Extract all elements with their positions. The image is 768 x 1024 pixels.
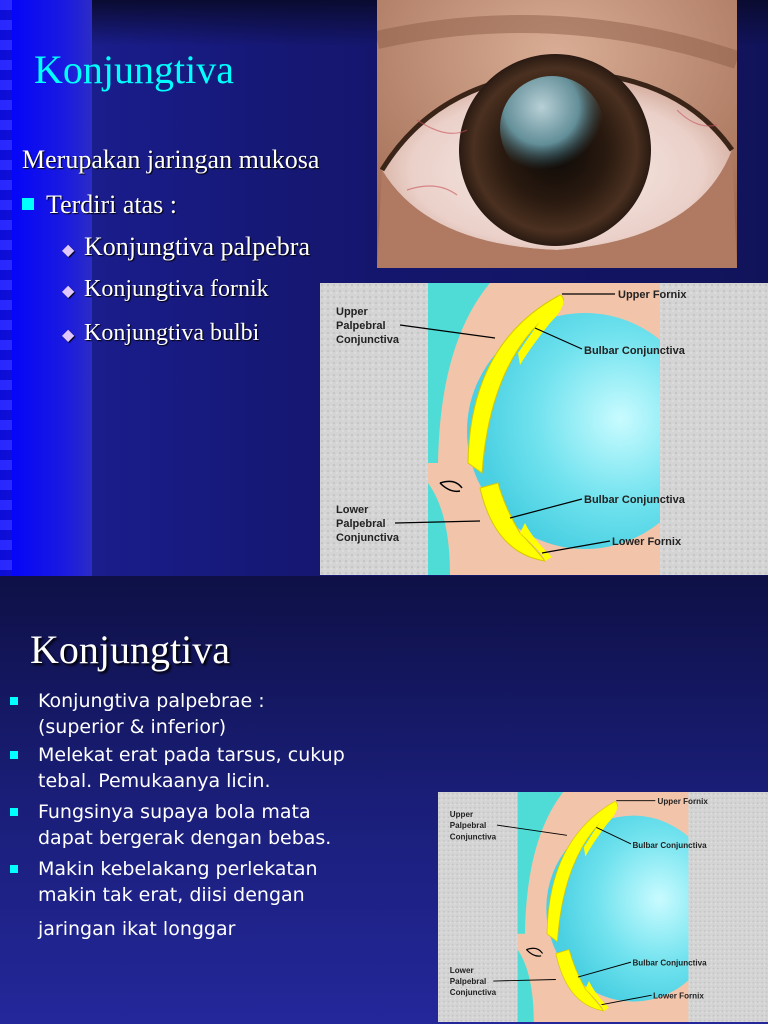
- eye-photo: [377, 0, 737, 268]
- list-item-line: Makin kebelakang perlekatan: [38, 858, 318, 880]
- bullet-item: [22, 190, 177, 220]
- list-item-line: Melekat erat pada tarsus, cukup: [38, 744, 345, 766]
- sub-item: [62, 276, 269, 303]
- diagram-label: Lower Fornix: [612, 536, 682, 548]
- diagram-label: Palpebral: [449, 975, 487, 987]
- diagram-label: Lower: [449, 964, 474, 976]
- left-decorative-strip: [0, 0, 12, 576]
- diagram-label: Lower Fornix: [653, 990, 704, 1001]
- bullet-text: Terdiri atas :: [46, 190, 178, 219]
- sub-item: [62, 320, 259, 347]
- square-bullet-icon: [10, 751, 18, 759]
- diagram-label: Conjunctiva: [336, 532, 399, 544]
- diagram-label: Bulbar Conjunctiva: [632, 957, 707, 968]
- slide-title: Konjungtiva: [30, 627, 230, 672]
- diagram-label: Bulbar Conjunctiva: [584, 494, 685, 506]
- square-bullet-icon: [10, 808, 18, 816]
- diamond-bullet-icon: ◆: [62, 242, 75, 259]
- diamond-bullet-icon: ◆: [62, 283, 75, 300]
- diagram-label: Bulbar Conjunctiva: [632, 839, 707, 850]
- slide-2: [0, 576, 768, 1024]
- diagram-label: Palpebral: [449, 819, 487, 831]
- conjunctiva-diagram-icon: [320, 283, 768, 575]
- conjunctiva-diagram-icon: [438, 792, 768, 1022]
- list-item-line: Konjungtiva palpebrae :: [38, 690, 265, 712]
- square-bullet-icon: [10, 865, 18, 873]
- diagram-label: Palpebral: [336, 518, 386, 530]
- intro-text: Merupakan jaringan mukosa: [22, 145, 320, 174]
- eye-illustration-icon: [377, 0, 737, 268]
- diagram-label: Upper: [336, 306, 368, 318]
- list-item-line: makin tak erat, diisi dengan: [38, 884, 305, 906]
- diagram-label: Upper Fornix: [657, 795, 708, 806]
- diagram-label: Lower: [336, 504, 369, 516]
- list-item-line: (superior & inferior): [38, 716, 227, 738]
- slide-title: Konjungtiva: [34, 47, 234, 92]
- sub-item: [62, 232, 310, 262]
- diagram-label: Bulbar Conjunctiva: [584, 345, 685, 357]
- sub-item-text: Konjungtiva palpebra: [84, 232, 310, 261]
- diagram-label: Upper: [449, 808, 474, 820]
- list-item-line: dapat bergerak dengan bebas.: [38, 827, 332, 849]
- diagram-label: Palpebral: [336, 320, 386, 332]
- list-item-line: Fungsinya supaya bola mata: [38, 801, 311, 823]
- sub-item-text: Konjungtiva bulbi: [84, 320, 260, 346]
- sub-item-text: Konjungtiva fornik: [84, 276, 269, 302]
- diamond-bullet-icon: ◆: [62, 327, 75, 344]
- square-bullet-icon: [10, 697, 18, 705]
- diagram-label: Conjunctiva: [449, 986, 497, 998]
- list-item-line: jaringan ikat longgar: [38, 918, 236, 940]
- square-bullet-icon: [22, 198, 34, 210]
- diagram-label: Conjunctiva: [449, 830, 497, 842]
- diagram-label: Conjunctiva: [336, 334, 399, 346]
- conjunctiva-diagram: [438, 792, 768, 1022]
- list-item-line: tebal. Pemukaanya licin.: [38, 770, 271, 792]
- diagram-label: Upper Fornix: [618, 289, 687, 301]
- conjunctiva-diagram: [320, 283, 768, 575]
